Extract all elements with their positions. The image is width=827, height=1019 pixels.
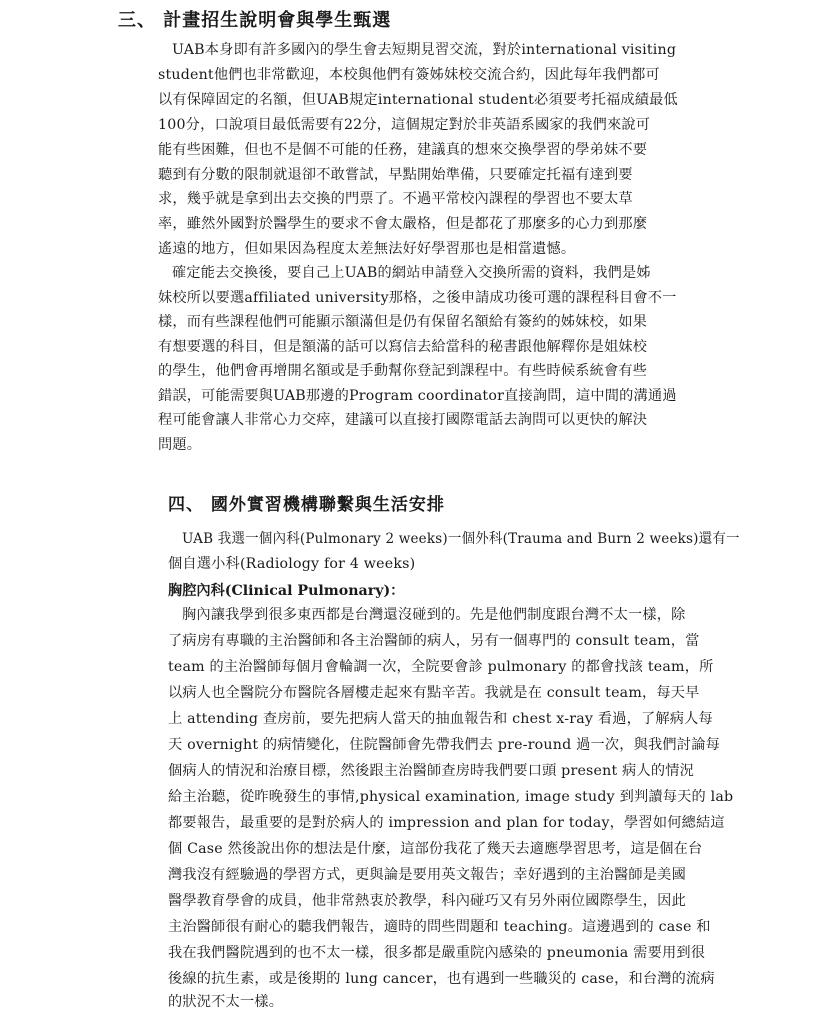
section-4-line: 上 attending 查房前，要先把病人當天的抽血報告和 chest x-ray 看過，了解病人每 bbox=[168, 711, 713, 727]
section-3-line: 錯誤，可能需要與UAB那邊的Program coordinator直接詢問，這中間的溝通過 bbox=[158, 388, 677, 404]
section-3-line: 有想要選的科目，但是額滿的話可以寫信去給當科的秘書跟他解釋你是姐妹校 bbox=[158, 339, 648, 355]
section-3-line: 100分，口說項目最低需要有22分，這個規定對於非英語系國家的我們來說可 bbox=[158, 117, 651, 133]
section-4-line: 了病房有專職的主治醫師和各主治醫師的病人，另有一個專門的 consult team，當 bbox=[168, 633, 700, 649]
section-4-line: 都要報告，最重要的是對於病人的 impression and plan for today，學習如何總結這 bbox=[168, 815, 725, 831]
section-4-line: 醫學教育學會的成員，他非常熱衷於教學，科內碰巧又有另外兩位國際學生，因此 bbox=[168, 893, 686, 909]
section-3-line: 樣，而有些課程他們可能顯示額滿但是仍有保留名額給有簽約的姊妹校，如果 bbox=[158, 314, 648, 330]
section-4-line: 的狀況不太一樣。 bbox=[168, 994, 284, 1010]
section-4-line: 給主治聽，從昨晚發生的事情,physical examination, image study 到判讀每天的 lab bbox=[168, 789, 734, 805]
section-3-line: 率，雖然外國對於醫學生的要求不會太嚴格，但是都花了那麼多的心力到那麼 bbox=[158, 216, 648, 232]
section-4-line: 個病人的情況和治療目標，然後跟主治醫師查房時我們要口頭 present 病人的情況 bbox=[168, 763, 694, 779]
section-3-line: 遙遠的地方，但如果因為程度太差無法好好學習那也是相當遺憾。 bbox=[158, 241, 576, 257]
section-4-line: 胸內讓我學到很多東西都是台灣還沒碰到的。先是他們制度跟台灣不太一樣，除 bbox=[182, 607, 686, 623]
section-3-line: student他們也非常歡迎，本校與他們有簽姊妹校交流合約，因此每年我們都可 bbox=[158, 67, 660, 83]
section-4-line: 天 overnight 的病情變化，住院醫師會先帶我們去 pre-round 過一次，與我們討論每 bbox=[168, 737, 720, 753]
section-3-line: 聽到有分數的限制就退卻不敢嘗試，早點開始準備，只要確定托福有達到要 bbox=[158, 167, 633, 183]
section-4-line: 後線的抗生素，或是後期的 lung cancer，也有遇到一些職災的 case，和台灣的流病 bbox=[168, 971, 715, 987]
section-4-line: 個 Case 然後說出你的想法是什麼，這部份我花了幾天去適應學習思考，這是個在台 bbox=[168, 841, 703, 857]
section-3-line: 問題。 bbox=[158, 437, 202, 453]
section-4-line: 我在我們醫院遇到的也不太一樣，很多都是嚴重院內感染的 pneumonia 需要用到很 bbox=[168, 945, 706, 961]
section-3-line: 以有保障固定的名額，但UAB規定international student必須要考托福成績最低 bbox=[158, 92, 678, 108]
section-4-intro-line: UAB 我選一個內科(Pulmonary 2 weeks)一個外科(Trauma and Burn 2 weeks)還有一 bbox=[182, 531, 740, 547]
section-3-heading: 三、 計畫招生說明會與學生甄選 bbox=[118, 10, 392, 31]
clinical-pulmonary-subheading: 胸腔內科(Clinical Pulmonary)： bbox=[168, 583, 405, 599]
section-4-intro-line: 個自選小科(Radiology for 4 weeks) bbox=[168, 556, 416, 572]
section-3-line: 確定能去交換後，要自己上UAB的網站申請登入交換所需的資料，我們是姊 bbox=[172, 265, 651, 281]
section-4-line: 灣我沒有經驗過的學習方式，更與論是要用英文報告；幸好遇到的主治醫師是美國 bbox=[168, 867, 686, 883]
section-3-line: 求，幾乎就是拿到出去交換的門票了。不過平常校內課程的學習也不要太草 bbox=[158, 191, 633, 207]
section-4-line: 以病人也全醫院分布醫院各層樓走起來有點辛苦。我就是在 consult team，每天早 bbox=[168, 685, 700, 701]
section-3-line: 的學生，他們會再增開名額或是手動幫你登記到課程中。有些時候系統會有些 bbox=[158, 363, 648, 379]
section-4-heading: 四、 國外實習機構聯繫與生活安排 bbox=[168, 495, 445, 515]
section-4-line: 主治醫師很有耐心的聽我們報告，適時的問些問題和 teaching。這邊遇到的 case 和 bbox=[168, 919, 711, 935]
section-3-line: UAB本身即有許多國內的學生會去短期見習交流，對於international visiting bbox=[172, 42, 677, 58]
section-3-line: 程可能會讓人非常心力交瘁，建議可以直接打國際電話去詢問可以更快的解決 bbox=[158, 412, 648, 428]
section-4-line: team 的主治醫師每個月會輪調一次，全院要會診 pulmonary 的都會找該 team，所 bbox=[168, 659, 714, 675]
section-3-line: 妹校所以要選affiliated university那格，之後申請成功後可選的課程科目會不一 bbox=[158, 290, 677, 306]
section-3-line: 能有些困難，但也不是個不可能的任務，建議真的想來交換學習的學弟妹不要 bbox=[158, 142, 648, 158]
